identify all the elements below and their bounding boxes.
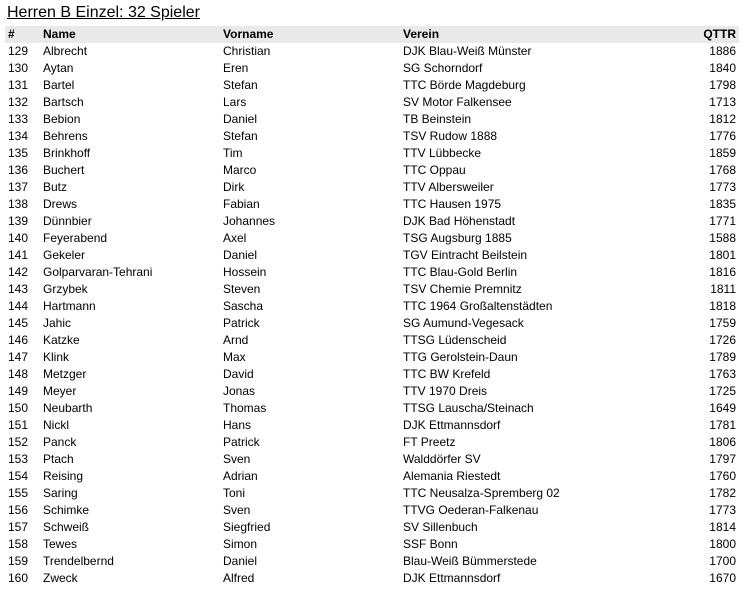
cell-number: 155	[8, 486, 29, 500]
cell-vorname: Patrick	[223, 435, 260, 449]
column-header-number: #	[8, 27, 15, 41]
cell-qttr: 1768	[709, 163, 736, 177]
cell-number: 130	[8, 61, 29, 75]
cell-qttr: 1886	[709, 44, 736, 58]
cell-verein: TTC Blau-Gold Berlin	[403, 265, 518, 279]
cell-verein: TTC Hausen 1975	[403, 197, 502, 211]
cell-verein: TTV 1970 Dreis	[403, 384, 488, 398]
table-row	[5, 417, 739, 434]
cell-number: 149	[8, 384, 29, 398]
cell-name: Meyer	[43, 384, 77, 398]
cell-name: Gekeler	[43, 248, 86, 262]
cell-name: Jahic	[43, 316, 72, 330]
column-header-verein: Verein	[403, 27, 440, 41]
cell-name: Feyerabend	[43, 231, 108, 245]
table-row	[5, 111, 739, 128]
cell-verein: TTSG Lauscha/Steinach	[403, 401, 534, 415]
cell-qttr: 1771	[709, 214, 736, 228]
cell-qttr: 1835	[709, 197, 736, 211]
cell-vorname: Lars	[223, 95, 247, 109]
cell-qttr: 1811	[710, 282, 736, 296]
cell-number: 141	[8, 248, 29, 262]
cell-qttr: 1725	[709, 384, 736, 398]
cell-number: 151	[8, 418, 29, 432]
cell-qttr: 1789	[709, 350, 736, 364]
cell-number: 134	[8, 129, 29, 143]
cell-verein: TTC 1964 Großaltenstädten	[403, 299, 553, 313]
cell-vorname: Jonas	[223, 384, 256, 398]
cell-number: 132	[8, 95, 29, 109]
table-row	[5, 213, 739, 230]
cell-name: Schimke	[43, 503, 90, 517]
cell-vorname: Sascha	[223, 299, 264, 313]
cell-verein: TTG Gerolstein-Daun	[403, 350, 518, 364]
table-row	[5, 145, 739, 162]
table-row	[5, 536, 739, 553]
cell-name: Neubarth	[43, 401, 93, 415]
table-row	[5, 230, 739, 247]
cell-vorname: Dirk	[223, 180, 245, 194]
cell-vorname: David	[223, 367, 254, 381]
cell-qttr: 1800	[709, 537, 736, 551]
cell-vorname: Thomas	[223, 401, 267, 415]
cell-name: Zweck	[43, 571, 78, 585]
players-table	[5, 26, 739, 587]
table-row	[5, 451, 739, 468]
cell-verein: TTV Albersweiler	[403, 180, 494, 194]
cell-qttr: 1859	[709, 146, 736, 160]
table-header-row	[5, 26, 739, 43]
cell-vorname: Patrick	[223, 316, 260, 330]
cell-name: Drews	[43, 197, 78, 211]
table-row	[5, 468, 739, 485]
cell-number: 154	[8, 469, 29, 483]
table-row	[5, 298, 739, 315]
cell-number: 152	[8, 435, 29, 449]
cell-vorname: Marco	[223, 163, 257, 177]
table-row	[5, 400, 739, 417]
cell-verein: DJK Blau-Weiß Münster	[403, 44, 532, 58]
cell-number: 148	[8, 367, 29, 381]
table-row	[5, 162, 739, 179]
cell-vorname: Hans	[223, 418, 252, 432]
cell-verein: TTV Lübbecke	[403, 146, 482, 160]
cell-vorname: Stefan	[223, 129, 258, 143]
cell-number: 159	[8, 554, 29, 568]
table-row	[5, 485, 739, 502]
cell-name: Albrecht	[43, 44, 88, 58]
table-row	[5, 264, 739, 281]
cell-qttr: 1840	[709, 61, 736, 75]
cell-verein: SV Sillenbuch	[403, 520, 478, 534]
cell-verein: Blau-Weiß Bümmerstede	[403, 554, 537, 568]
table-row	[5, 43, 739, 60]
table-row	[5, 332, 739, 349]
cell-name: Buchert	[43, 163, 85, 177]
cell-qttr: 1760	[709, 469, 736, 483]
cell-verein: Alemania Riestedt	[403, 469, 501, 483]
table-row	[5, 128, 739, 145]
cell-name: Metzger	[43, 367, 87, 381]
table-row	[5, 315, 739, 332]
cell-qttr: 1773	[709, 180, 736, 194]
cell-number: 156	[8, 503, 29, 517]
cell-name: Ptach	[43, 452, 74, 466]
cell-name: Butz	[43, 180, 68, 194]
cell-qttr: 1806	[709, 435, 736, 449]
cell-verein: TSG Augsburg 1885	[403, 231, 512, 245]
cell-verein: TB Beinstein	[403, 112, 472, 126]
cell-name: Trendelbernd	[43, 554, 114, 568]
table-row	[5, 519, 739, 536]
cell-verein: SG Aumund-Vegesack	[403, 316, 524, 330]
cell-qttr: 1816	[709, 265, 736, 279]
cell-number: 142	[8, 265, 29, 279]
cell-name: Aytan	[43, 61, 74, 75]
cell-qttr: 1776	[709, 129, 736, 143]
cell-name: Klink	[43, 350, 70, 364]
cell-vorname: Daniel	[223, 248, 258, 262]
table-row	[5, 281, 739, 298]
cell-name: Panck	[43, 435, 77, 449]
cell-number: 137	[8, 180, 29, 194]
cell-number: 143	[8, 282, 29, 296]
cell-number: 153	[8, 452, 29, 466]
cell-qttr: 1797	[709, 452, 736, 466]
cell-vorname: Arnd	[223, 333, 249, 347]
table-row	[5, 179, 739, 196]
cell-name: Dünnbier	[43, 214, 92, 228]
cell-qttr: 1700	[709, 554, 736, 568]
table-row	[5, 434, 739, 451]
cell-number: 138	[8, 197, 29, 211]
cell-vorname: Fabian	[223, 197, 260, 211]
cell-name: Katzke	[43, 333, 80, 347]
cell-name: Tewes	[43, 537, 78, 551]
cell-qttr: 1588	[709, 231, 736, 245]
cell-name: Bebion	[43, 112, 81, 126]
cell-verein: SG Schorndorf	[403, 61, 483, 75]
cell-vorname: Sven	[223, 452, 251, 466]
table-row	[5, 94, 739, 111]
cell-vorname: Tim	[223, 146, 243, 160]
column-header-vorname: Vorname	[223, 27, 274, 41]
cell-number: 150	[8, 401, 29, 415]
cell-qttr: 1801	[709, 248, 736, 262]
cell-number: 133	[8, 112, 29, 126]
table-row	[5, 502, 739, 519]
table-row	[5, 196, 739, 213]
cell-number: 136	[8, 163, 29, 177]
column-header-name: Name	[43, 27, 76, 41]
cell-verein: Walddörfer SV	[403, 452, 481, 466]
cell-vorname: Christian	[223, 44, 271, 58]
cell-qttr: 1759	[709, 316, 736, 330]
column-header-qttr: QTTR	[703, 27, 736, 41]
cell-vorname: Toni	[223, 486, 246, 500]
cell-name: Brinkhoff	[43, 146, 91, 160]
table-row	[5, 77, 739, 94]
cell-number: 139	[8, 214, 29, 228]
cell-number: 129	[8, 44, 29, 58]
cell-vorname: Siegfried	[223, 520, 271, 534]
cell-vorname: Adrian	[223, 469, 258, 483]
cell-verein: SV Motor Falkensee	[403, 95, 512, 109]
cell-qttr: 1649	[709, 401, 736, 415]
cell-qttr: 1798	[709, 78, 736, 92]
cell-number: 160	[8, 571, 29, 585]
cell-name: Reising	[43, 469, 84, 483]
cell-name: Hartmann	[43, 299, 96, 313]
cell-qttr: 1763	[709, 367, 736, 381]
table-row	[5, 570, 739, 587]
cell-vorname: Johannes	[223, 214, 276, 228]
cell-number: 131	[8, 78, 29, 92]
cell-number: 158	[8, 537, 29, 551]
table-row	[5, 60, 739, 77]
cell-verein: FT Preetz	[403, 435, 456, 449]
cell-verein: TSV Rudow 1888	[403, 129, 498, 143]
cell-name: Nickl	[43, 418, 69, 432]
cell-qttr: 1781	[709, 418, 736, 432]
table-row	[5, 349, 739, 366]
cell-verein: TTC Oppau	[403, 163, 466, 177]
cell-qttr: 1670	[709, 571, 736, 585]
table-row	[5, 247, 739, 264]
cell-number: 157	[8, 520, 29, 534]
cell-verein: DJK Bad Höhenstadt	[403, 214, 516, 228]
cell-name: Behrens	[43, 129, 88, 143]
cell-qttr: 1814	[709, 520, 736, 534]
table-body	[5, 43, 739, 587]
cell-name: Grzybek	[43, 282, 88, 296]
cell-vorname: Max	[223, 350, 246, 364]
cell-name: Bartel	[43, 78, 75, 92]
cell-qttr: 1782	[709, 486, 736, 500]
cell-vorname: Sven	[223, 503, 251, 517]
cell-number: 146	[8, 333, 29, 347]
cell-vorname: Simon	[223, 537, 258, 551]
cell-name: Golparvaran-Tehrani	[43, 265, 153, 279]
cell-vorname: Hossein	[223, 265, 267, 279]
cell-verein: TTC BW Krefeld	[403, 367, 491, 381]
cell-vorname: Eren	[223, 61, 249, 75]
cell-verein: SSF Bonn	[403, 537, 458, 551]
cell-verein: DJK Ettmannsdorf	[403, 418, 501, 432]
cell-verein: TTSG Lüdenscheid	[403, 333, 507, 347]
cell-number: 140	[8, 231, 29, 245]
cell-vorname: Axel	[223, 231, 247, 245]
cell-name: Schweiß	[43, 520, 90, 534]
cell-verein: TTC Neusalza-Spremberg 02	[403, 486, 560, 500]
cell-verein: TGV Eintracht Beilstein	[403, 248, 528, 262]
cell-number: 135	[8, 146, 29, 160]
cell-name: Bartsch	[43, 95, 84, 109]
table-row	[5, 366, 739, 383]
cell-vorname: Daniel	[223, 554, 258, 568]
cell-vorname: Stefan	[223, 78, 258, 92]
cell-verein: TSV Chemie Premnitz	[403, 282, 522, 296]
table-row	[5, 383, 739, 400]
cell-verein: DJK Ettmannsdorf	[403, 571, 501, 585]
cell-verein: TTVG Oederan-Falkenau	[403, 503, 539, 517]
table-row	[5, 553, 739, 570]
cell-number: 145	[8, 316, 29, 330]
cell-verein: TTC Börde Magdeburg	[403, 78, 526, 92]
cell-qttr: 1812	[709, 112, 736, 126]
cell-vorname: Alfred	[223, 571, 255, 585]
page-title: Herren B Einzel: 32 Spieler	[7, 4, 200, 21]
cell-qttr: 1818	[709, 299, 736, 313]
cell-vorname: Steven	[223, 282, 261, 296]
cell-number: 147	[8, 350, 29, 364]
cell-qttr: 1726	[709, 333, 736, 347]
cell-vorname: Daniel	[223, 112, 258, 126]
cell-name: Saring	[43, 486, 78, 500]
cell-qttr: 1713	[709, 95, 736, 109]
cell-qttr: 1773	[709, 503, 736, 517]
cell-number: 144	[8, 299, 29, 313]
